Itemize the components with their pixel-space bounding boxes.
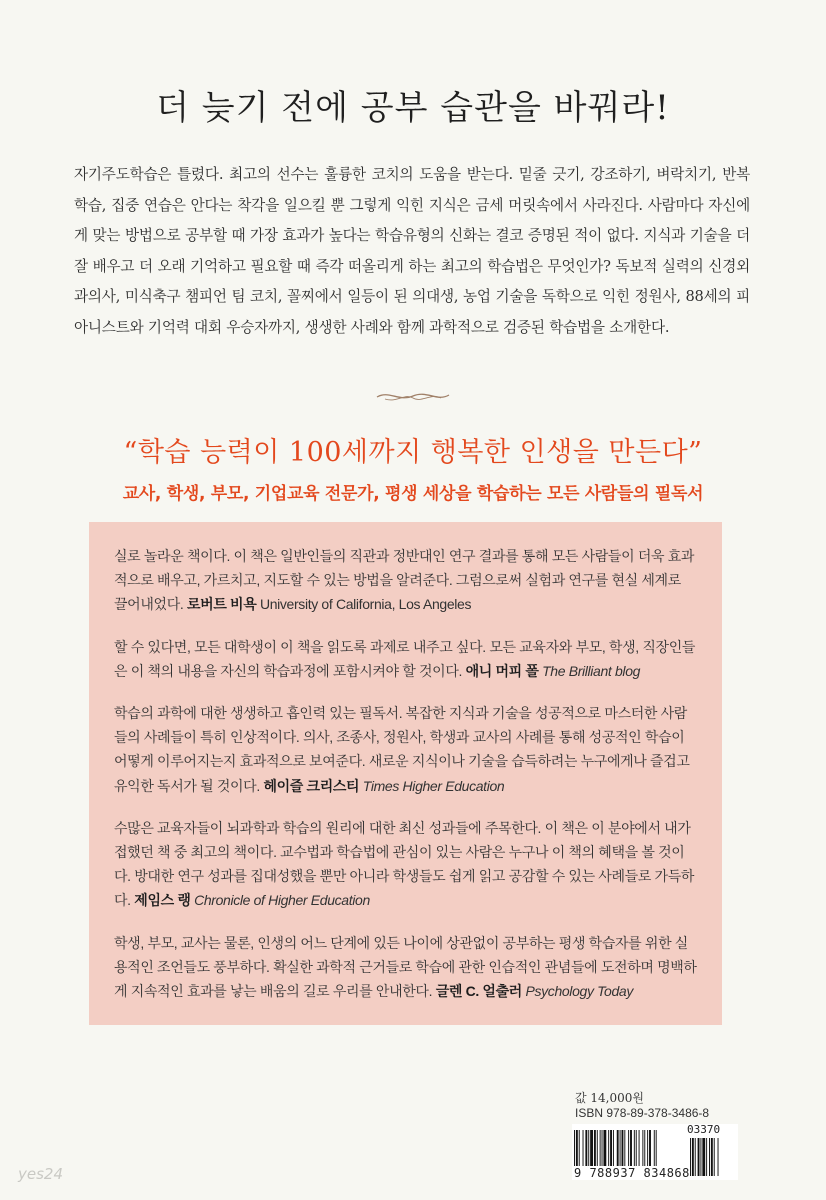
- pull-quote: “학습 능력이 100세까지 행복한 인생을 만든다”: [123, 437, 703, 468]
- review-source: Psychology Today: [525, 983, 634, 1000]
- flourish-ornament-icon: [375, 388, 451, 404]
- review-text: 수많은 교육자들이 뇌과학과 학습의 원리에 대한 최신 성과들에 주목한다. 이 책은 이 분야에서 내가 접했던 책 중 최고의 책이다. 교수법과 학습법에 관심이 있는 사람은 누구나 이 책의 혜택을 볼 것이다. 방대한 연구 성과를 집대성했을 뿐만 아니라 학생들도 쉽게 읽고 공감할 수 있는 사례들로 가득하다.: [114, 819, 695, 909]
- headline: 더 늦기 전에 공부 습관을 바꿔라!: [156, 88, 670, 128]
- target-readers-line: 교사, 학생, 부모, 기업교육 전문가, 평생 세상을 학습하는 모든 사람들의 필독서: [122, 484, 704, 504]
- review-text: 학생, 부모, 교사는 물론, 인생의 어느 단계에 있든 나이에 상관없이 공부하는 평생 학습자를 위한 실용적인 조언들도 풍부하다. 확실한 과학적 근거들로 학습에 관한 인습적인 관념들에 도전하며 명백하게 지속적인 효과를 낳는 배움의 길로 우리를 안내한다.: [114, 934, 697, 1000]
- review-source: Times Higher Education: [362, 777, 505, 794]
- watermark: yes24: [18, 1165, 64, 1183]
- reviewer-name: 애니 머피 폴: [465, 662, 539, 679]
- review-text: 할 수 있다면, 모든 대학생이 이 책을 읽도록 과제로 내주고 싶다. 모든 교육자와 부모, 학생, 직장인들은 이 책의 내용을 자신의 학습과정에 포함시켜야 할 것이다.: [114, 638, 696, 679]
- barcode-addon-digits: 03370: [687, 1123, 721, 1136]
- reviewer-name: 로버트 비욕: [186, 596, 257, 613]
- intro-paragraph: 자기주도학습은 틀렸다. 최고의 선수는 훌륭한 코치의 도움을 받는다. 밑줄 긋기, 강조하기, 벼락치기, 반복 학습, 집중 연습은 안다는 착각을 일으킬 뿐 그렇게 익힌 지식은 금세 머릿속에서 사라진다. 사람마다 자신에게 맞는 방법으로 공부할 때 가장 효과가 높다는 학습유형의 신화는 결코 증명된 적이 없다. 지식과 기술을 더 잘 배우고 더 오래 기억하고 필요할 때 즉각 떠올리게 하는 최고의 학습법은 무엇인가? 독보적 실력의 신경외과의사, 미식축구 챔피언 팀 코치, 꼴찌에서 일등이 된 의대생, 농업 기술을 독학으로 익힌 정원사, 88세의 피아니스트와 기억력 대회 우승자까지, 생생한 사례와 함께 과학적으로 검증된 학습법을 소개한다.: [74, 166, 750, 336]
- review-item: [114, 544, 697, 617]
- review-source: The Brilliant blog: [542, 662, 641, 679]
- review-text: 실로 놀라운 책이다. 이 책은 일반인들의 직관과 정반대인 연구 결과를 통해 모든 사람들이 더욱 효과적으로 배우고, 가르치고, 지도할 수 있는 방법을 알려준다. 그럼으로써 실험과 연구를 현실 세계로 끌어내었다.: [114, 548, 695, 613]
- review-source: University of California, Los Angeles: [259, 596, 472, 613]
- reviewer-name: 제임스 랭: [134, 892, 191, 909]
- review-item: [114, 931, 697, 1004]
- review-source: Chronicle of Higher Education: [194, 892, 370, 909]
- reviews-box: [89, 522, 722, 1025]
- barcode-digits: 9 788937 834868: [574, 1166, 690, 1180]
- reviewer-name: 글렌 C. 얼출러: [435, 983, 522, 1000]
- isbn-label: ISBN 978-89-378-3486-8: [575, 1106, 710, 1120]
- review-item: [114, 816, 697, 913]
- review-text: 학습의 과학에 대한 생생하고 흡인력 있는 필독서. 복잡한 지식과 기술을 성공적으로 마스터한 사람들의 사례들이 특히 인상적이다. 의사, 조종사, 정원사, 학생과 교사의 사례를 통해 성공적인 학습이 어떻게 이루어지는지 효과적으로 보여준다. 새로운 지식이나 기술을 습득하려는 누구에게나 즐겁고 유익한 독서가 될 것이다.: [114, 705, 690, 794]
- reviewer-name: 헤이즐 크리스티: [263, 777, 360, 794]
- price-label: 값 14,000원: [575, 1091, 644, 1105]
- review-item: [114, 701, 697, 798]
- review-item: [114, 635, 697, 683]
